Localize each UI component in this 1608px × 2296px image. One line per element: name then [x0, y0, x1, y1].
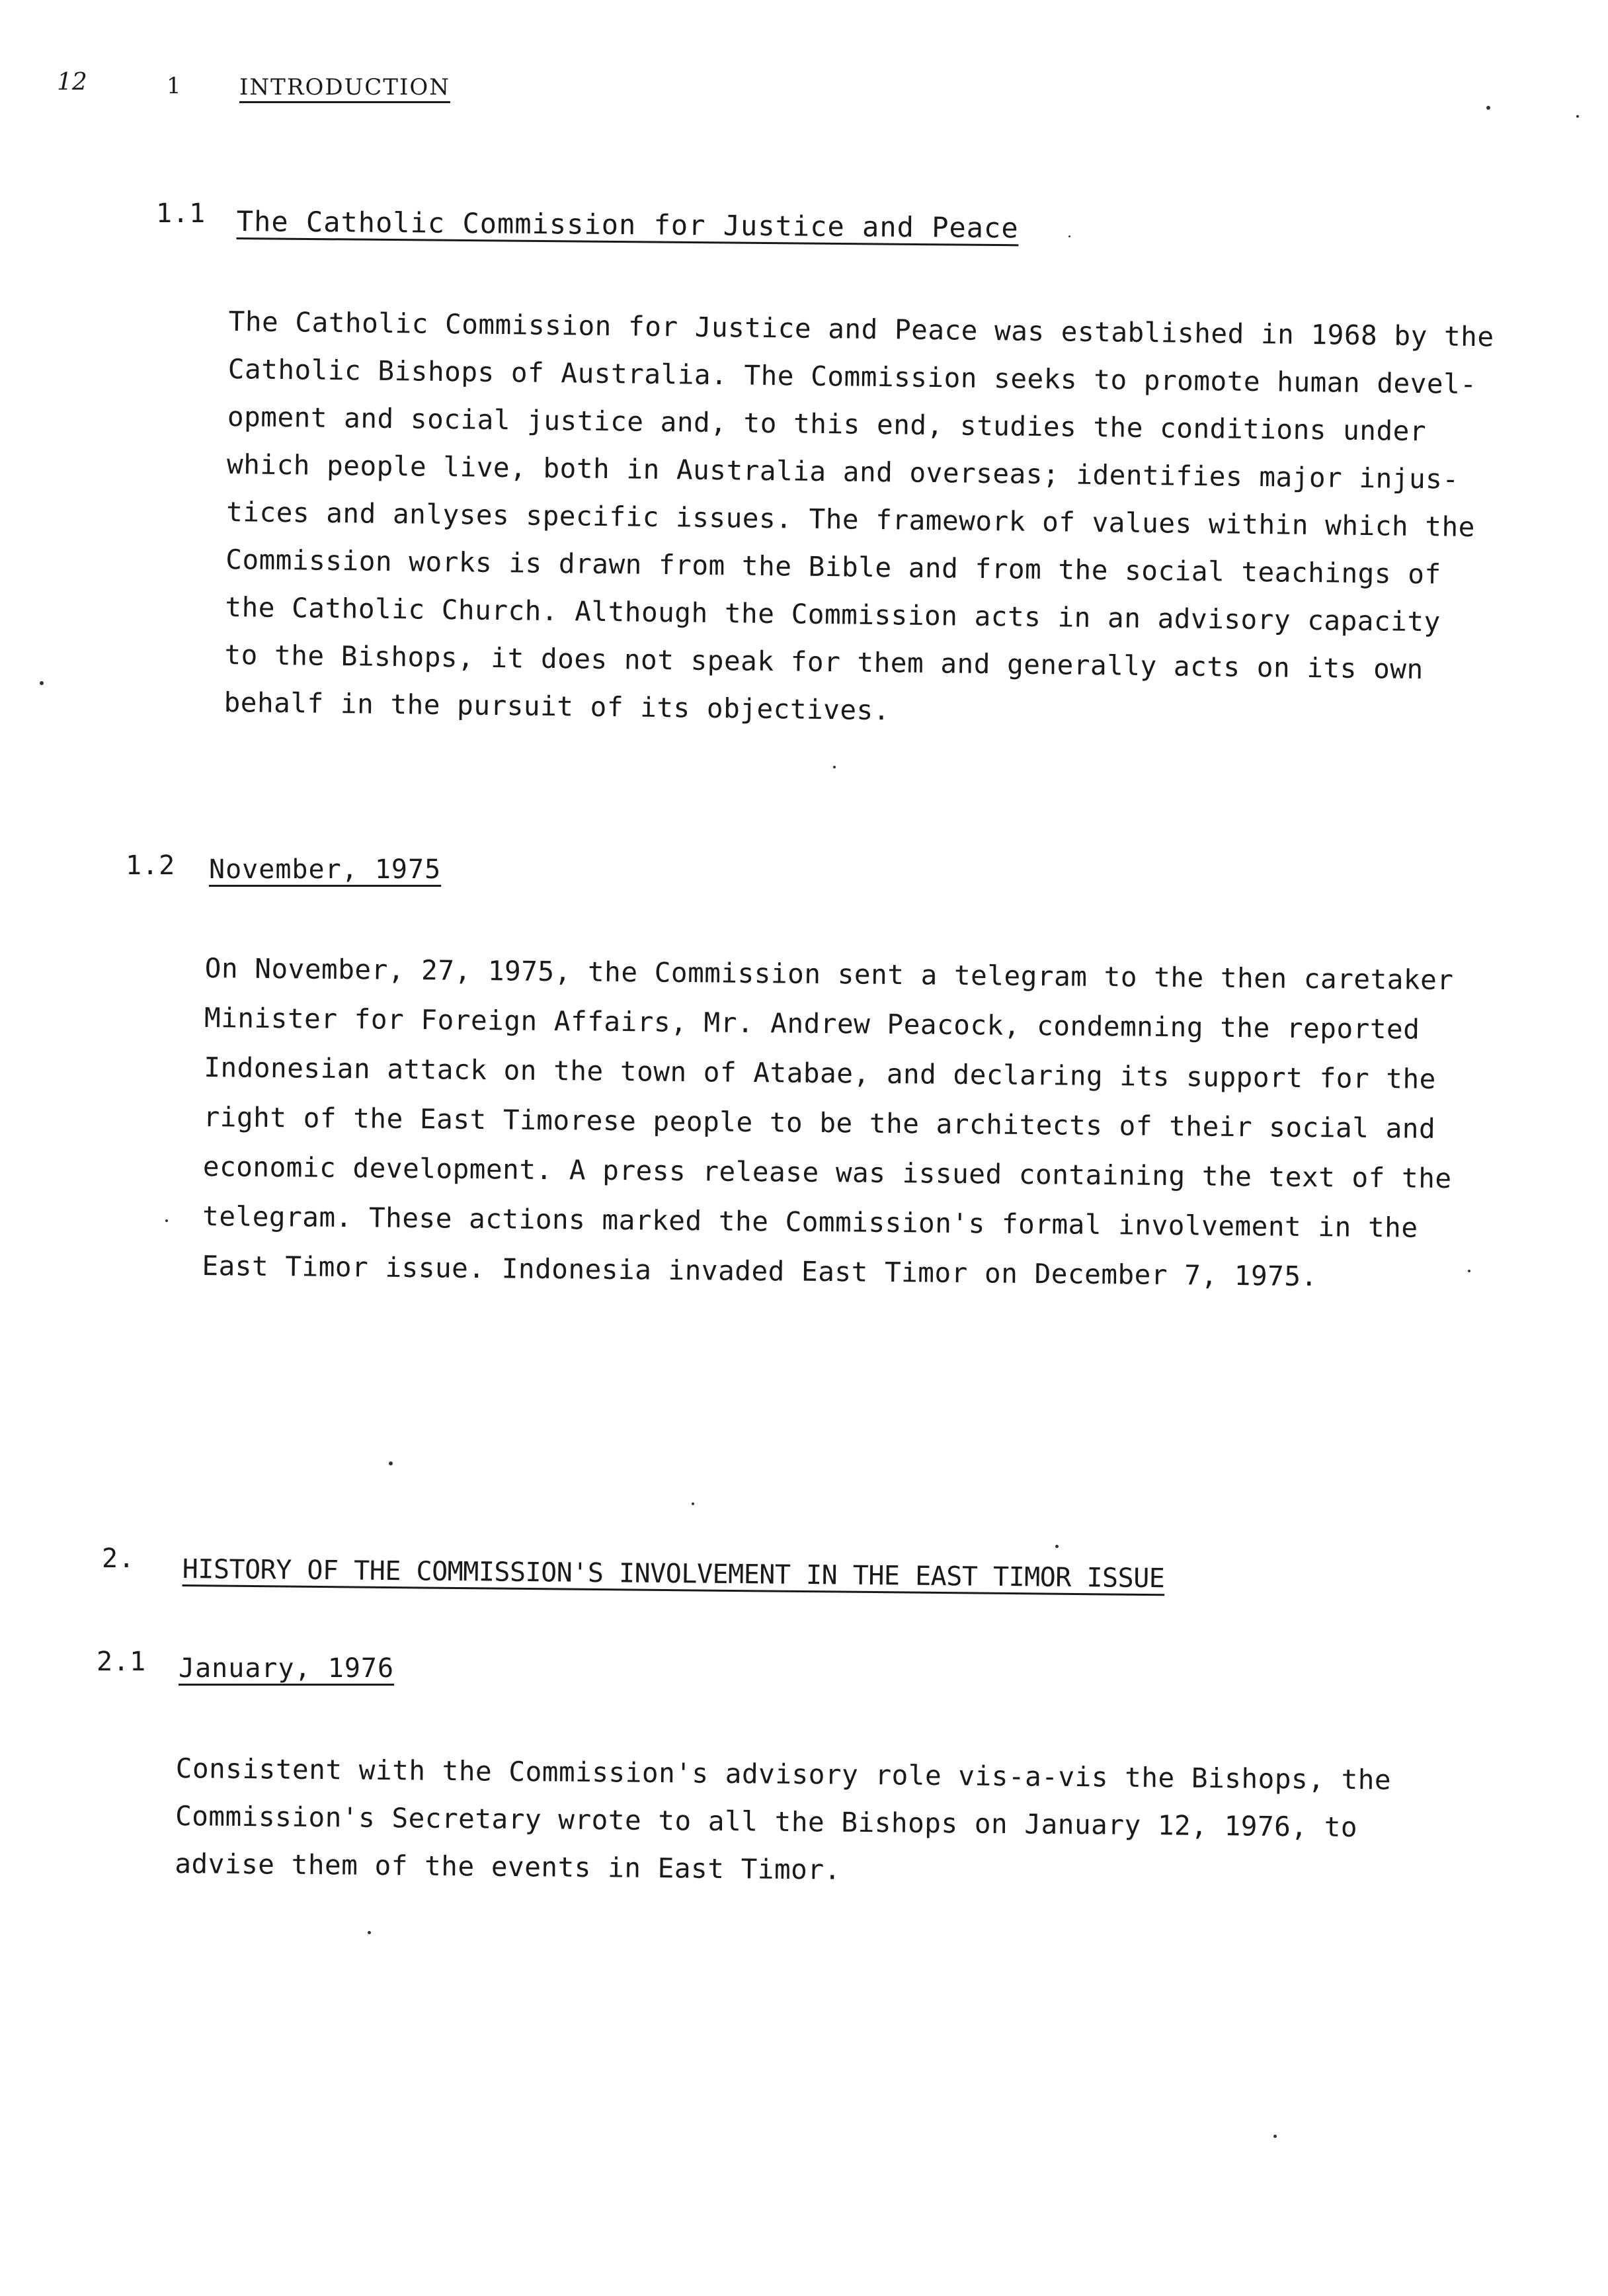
paragraph-line: right of the East Timorese people to be the architects of their social and	[203, 1100, 1436, 1145]
paragraph-line: opment and social justice and, to this end, studies the conditions under	[227, 400, 1427, 448]
paragraph-line: tices and anlyses specific issues. The framework of values within which the	[225, 495, 1476, 544]
paragraph-line: Catholic Bishops of Australia. The Commission seeks to promote human devel-	[227, 352, 1477, 401]
section-1-2-number: 1.2	[126, 850, 176, 881]
paragraph-line: Minister for Foreign Affairs, Mr. Andrew Peacock, condemning the reported	[204, 1001, 1420, 1046]
intro-number: 1	[167, 73, 182, 99]
paragraph-line: the Catholic Church. Although the Commission acts in an advisory capacity	[225, 591, 1441, 638]
paragraph-line: economic development. A press release was issued containing the text of the	[202, 1150, 1452, 1195]
scan-speck	[1273, 2135, 1277, 2138]
scan-speck	[692, 1502, 694, 1505]
section-1-2-heading: November, 1975	[209, 854, 442, 885]
paragraph-line: Consistent with the Commission's advisory role vis-a-vis the Bishops, the	[175, 1752, 1392, 1796]
paragraph-line: The Catholic Commission for Justice and Peace was established in 1968 by the	[228, 306, 1494, 353]
paragraph-line: Commission's Secretary wrote to all the Bishops on January 12, 1976, to	[175, 1799, 1358, 1844]
page-number-handwritten: 12	[57, 69, 87, 96]
section-2-number: 2.	[102, 1543, 136, 1574]
paragraph-line: behalf in the pursuit of its objectives.	[223, 686, 891, 727]
section-1-1-number: 1.1	[156, 198, 206, 229]
intro-title: INTRODUCTION	[239, 74, 450, 101]
scan-speck	[40, 681, 44, 685]
section-2-1-heading: January, 1976	[179, 1653, 395, 1684]
paragraph-line: Indonesian attack on the town of Atabae, and declaring its support for the	[204, 1051, 1437, 1095]
scan-speck	[1055, 1545, 1059, 1548]
scan-speck	[368, 1931, 371, 1934]
section-2-1-number: 2.1	[97, 1647, 147, 1677]
scan-speck	[1068, 235, 1070, 237]
paragraph-line: to the Bishops, it does not speak for them and generally acts on its own	[224, 638, 1424, 686]
paragraph-line: advise them of the events in East Timor.	[175, 1847, 841, 1886]
scan-speck	[1576, 115, 1579, 118]
scan-speck	[165, 1219, 168, 1222]
section-1-1-heading: The Catholic Commission for Justice and Peace	[236, 205, 1019, 245]
scan-speck	[1486, 106, 1490, 110]
scan-speck	[389, 1461, 393, 1465]
paragraph-line: On November, 27, 1975, the Commission sent a telegram to the then caretaker	[204, 952, 1454, 997]
paragraph-line: which people live, both in Australia and overseas; identifies major injus-	[226, 448, 1459, 495]
scan-speck	[1468, 1270, 1470, 1272]
paragraph-line: telegram. These actions marked the Commission's formal involvement in the	[202, 1200, 1418, 1244]
paragraph-line: Commission works is drawn from the Bible and from the social teachings of	[225, 543, 1441, 591]
scan-speck	[833, 766, 836, 768]
paragraph-line: East Timor issue. Indonesia invaded East Timor on December 7, 1975.	[202, 1249, 1318, 1293]
section-2-heading: HISTORY OF THE COMMISSION'S INVOLVEMENT IN THE EAST TIMOR ISSUE	[182, 1554, 1165, 1594]
